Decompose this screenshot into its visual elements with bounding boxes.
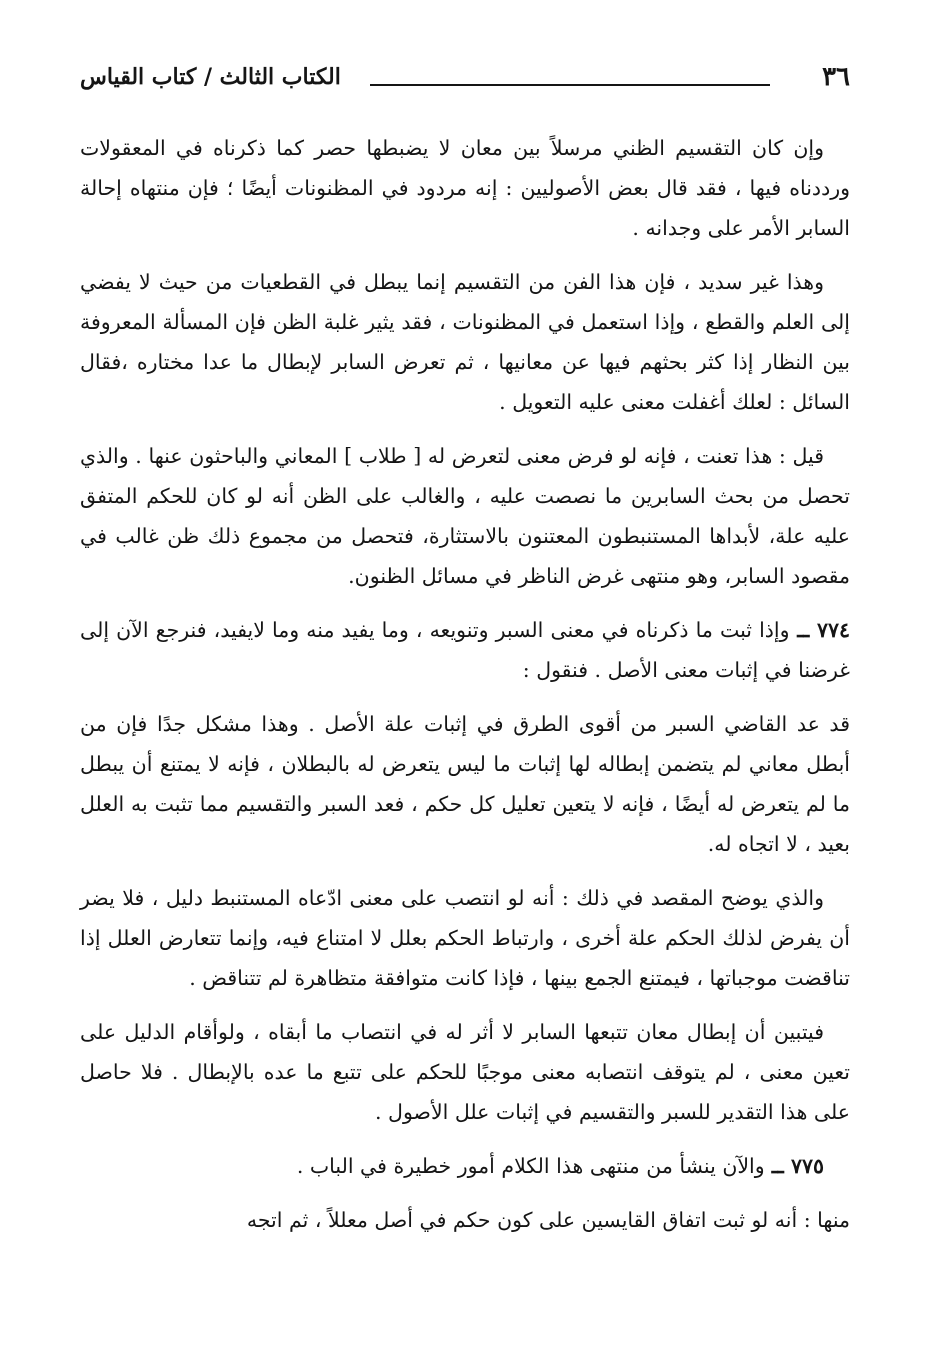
page-body <box>80 128 850 1348</box>
header-rule <box>370 84 770 86</box>
running-title: الكتاب الثالث / كتاب القياس <box>80 64 341 90</box>
paragraph-text: والذي يوضح المقصد في ذلك : أنه لو انتصب على معنى ادّعاه المستنبط دليل ، فلا يضر أن يفرض لذلك الحكم علة أخرى ، وارتباط الحكم بعلل لا امتناع فيه، وإنما تتعارض العلل إذا تناقضت موجباتها ، فيمتنع الجمع بينها ، فإذا كانت متوافقة متظاهرة لم تتناقض . <box>80 886 850 990</box>
paragraph-text: منها : أنه لو ثبت اتفاق القايسين على كون حكم في أصل معللاً ، ثم اتجه <box>246 1208 850 1232</box>
paragraph-text: وهذا غير سديد ، فإن هذا الفن من التقسيم إنما يبطل في القطعيات من حيث لا يفضي إلى العلم والقطع ، وإذا استعمل في المظنونات ، فقد يثير غلبة الظن فإن المسألة المعروفة بين النظار إذا كثر بحثهم فيها عن معانيها ، ثم تعرض السابر لإبطال ما عدا مختاره ،فقال السائل : لعلك أغفلت معنى عليه التعويل . <box>80 270 850 414</box>
paragraph <box>80 436 850 596</box>
paragraph-text: قد عد القاضي السبر من أقوى الطرق في إثبات علة الأصل . وهذا مشكل جدًا فإن من أبطل معاني لم يتضمن إبطاله لها إثبات ما ليس يتعرض له بالبطلان ، فإنه لا يمتنع أن يبطل ما لم يتعرض له أيضًا ، فإنه لا يتعين تعليل كل حكم ، فعد السبر والتقسيم مما تثبت به العلل بعيد ، لا اتجاه له. <box>80 712 850 856</box>
paragraph <box>80 878 850 998</box>
section-number: ٧٧٤ ــ <box>789 618 850 642</box>
paragraph <box>80 1012 850 1132</box>
page-number: ٣٦ <box>822 62 850 92</box>
paragraph <box>80 1146 850 1186</box>
paragraph-text: والآن ينشأ من منتهى هذا الكلام أمور خطيرة في الباب . <box>296 1154 765 1178</box>
paragraph <box>80 704 850 864</box>
page-header <box>80 58 850 98</box>
paragraph-text: قيل : هذا تعنت ، فإنه لو فرض معنى لتعرض له [ طلاب ] المعاني والباحثون عنها . والذي تحصل من بحث السابرين ما نصصت عليه ، والغالب على الظن أنه لو كان للحكم المتفق عليه علة، لأبداها المستنبطون المعتنون بالاستثارة، فتحصل من مجموع ذلك ظن غالب في مقصود السابر، وهو منتهى غرض الناظر في مسائل الظنون. <box>80 444 850 588</box>
paragraph <box>80 1200 850 1240</box>
paragraph-text: وإذا ثبت ما ذكرناه في معنى السبر وتنويعه ، وما يفيد منه وما لايفيد، فنرجع الآن إلى غرضنا في إثبات معنى الأصل . فنقول : <box>80 618 850 682</box>
section-number: ٧٧٥ ــ <box>764 1154 824 1178</box>
paragraph-text: فيتبين أن إبطال معان تتبعها السابر لا أثر له في انتصاب ما أبقاه ، ولوأقام الدليل على تعين معنى ، لم يتوقف انتصابه معنى موجبًا للحكم على تتبع ما عده بالإبطال . فلا حاصل على هذا التقدير للسبر والتقسيم في إثبات علل الأصول . <box>80 1020 850 1124</box>
paragraph-text: وإن كان التقسيم الظني مرسلاً بين معان لا يضبطها حصر كما ذكرناه في المعقولات ورددناه فيها ، فقد قال بعض الأصوليين : إنه مردود في المظنونات أيضًا ؛ فإن منتهاه إحالة السابر الأمر على وجدانه . <box>80 136 850 240</box>
paragraph <box>80 262 850 422</box>
paragraph <box>80 128 850 248</box>
paragraph <box>80 610 850 690</box>
